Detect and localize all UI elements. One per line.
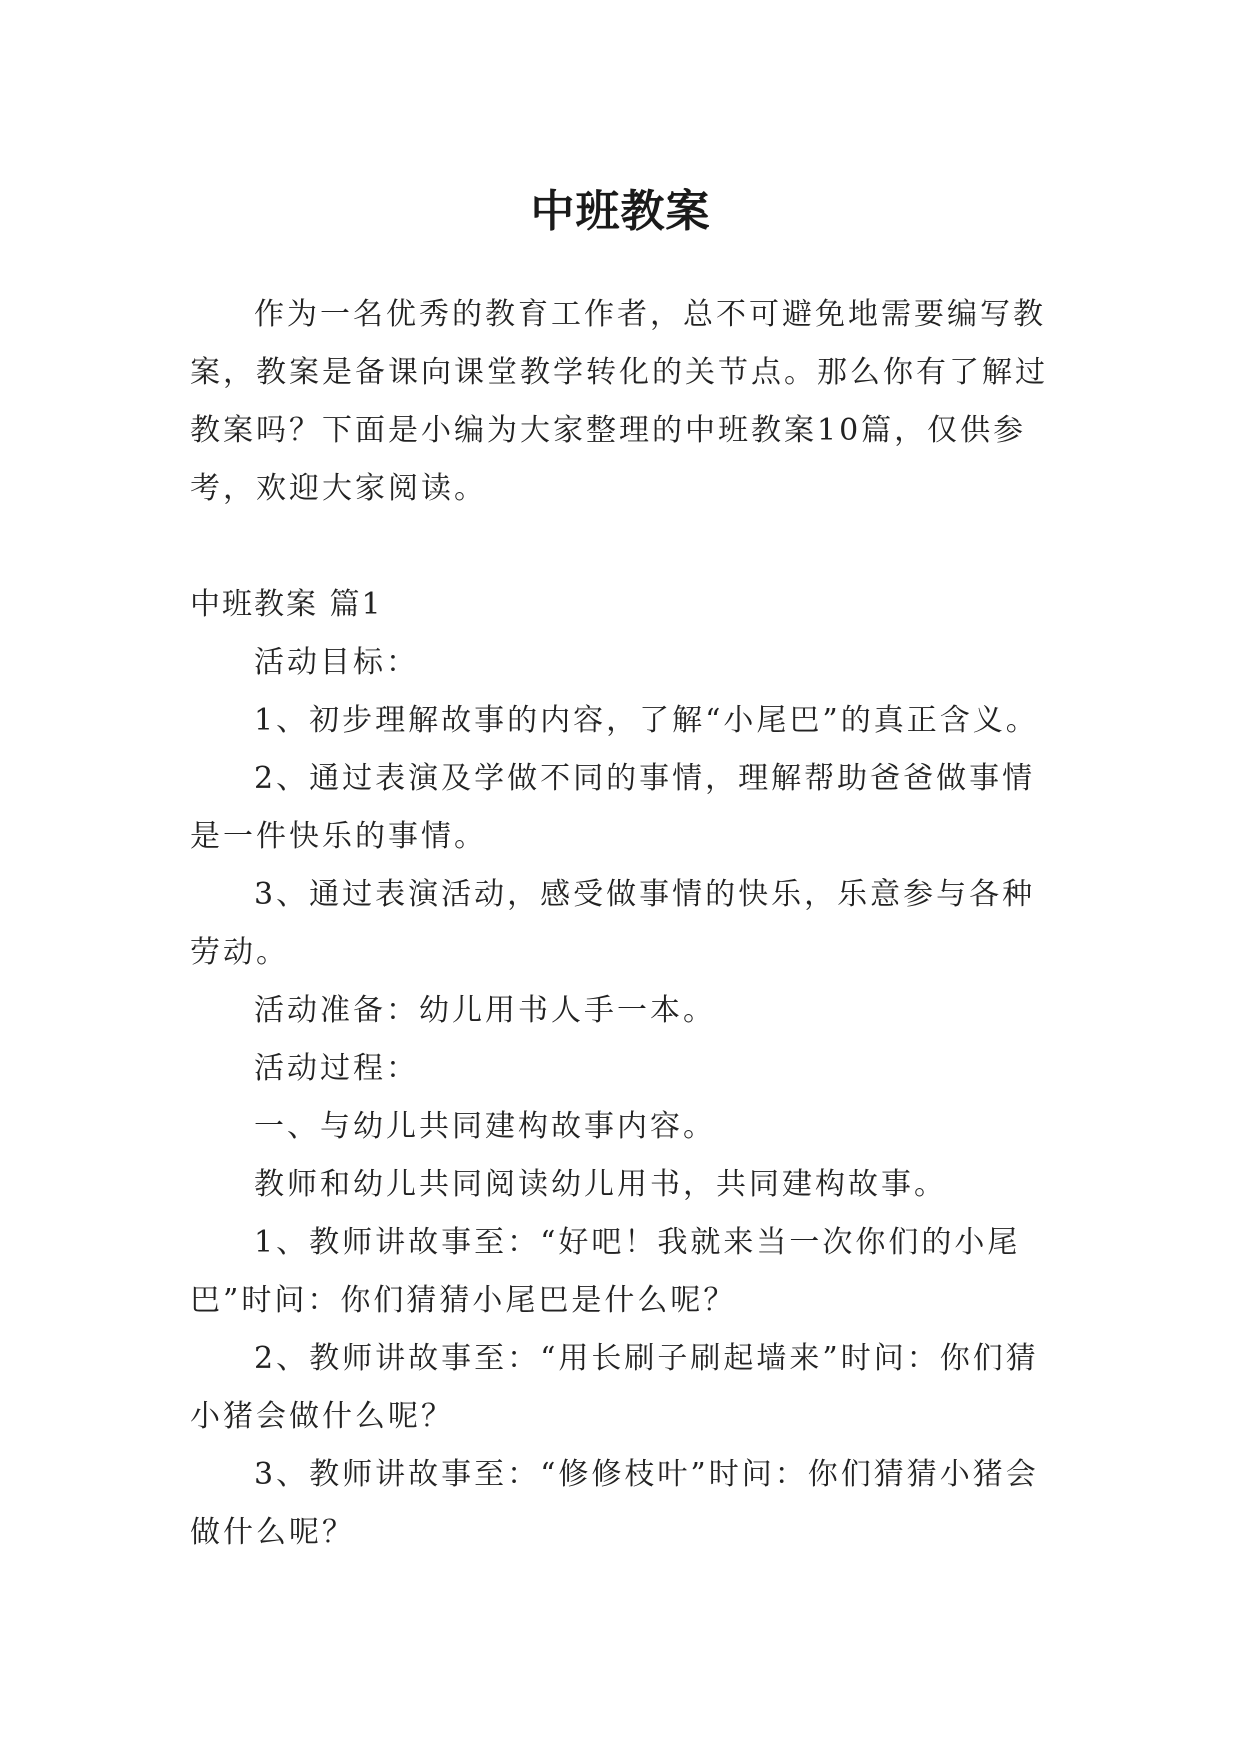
section-body (190, 634, 1050, 1562)
intro-paragraph: 作为一名优秀的教育工作者，总不可避免地需要编写教案，教案是备课向课堂教学转化的关节点。那么你有了解过教案吗？下面是小编为大家整理的中班教案10篇，仅供参考，欢迎大家阅读。 (190, 297, 1048, 506)
process-item-1: 1、教师讲故事至：“好吧！我就来当一次你们的小尾巴”时问：你们猜猜小尾巴是什么呢？ (190, 1225, 1021, 1318)
activity-process-heading: 活动过程： (254, 1051, 419, 1086)
process-step-heading: 一、与幼儿共同建构故事内容。 (254, 1109, 716, 1144)
goal-item-3: 3、通过表演活动，感受做事情的快乐，乐意参与各种劳动。 (190, 877, 1036, 970)
process-description: 教师和幼儿共同阅读幼儿用书，共同建构故事。 (254, 1167, 947, 1202)
goal-item-2: 2、通过表演及学做不同的事情，理解帮助爸爸做事情是一件快乐的事情。 (190, 761, 1036, 854)
goal-item-1: 1、初步理解故事的内容，了解“小尾巴”的真正含义。 (254, 703, 1039, 738)
document-title: 中班教案 (530, 186, 711, 238)
activity-preparation: 活动准备：幼儿用书人手一本。 (254, 993, 716, 1028)
activity-goals-heading: 活动目标： (254, 645, 419, 680)
process-item-2: 2、教师讲故事至：“用长刷子刷起墙来”时问：你们猜小猪会做什么呢？ (190, 1341, 1039, 1434)
process-item-3: 3、教师讲故事至：“修修枝叶”时问：你们猜猜小猪会做什么呢？ (190, 1457, 1039, 1550)
section-heading: 中班教案 篇1 (190, 587, 383, 622)
